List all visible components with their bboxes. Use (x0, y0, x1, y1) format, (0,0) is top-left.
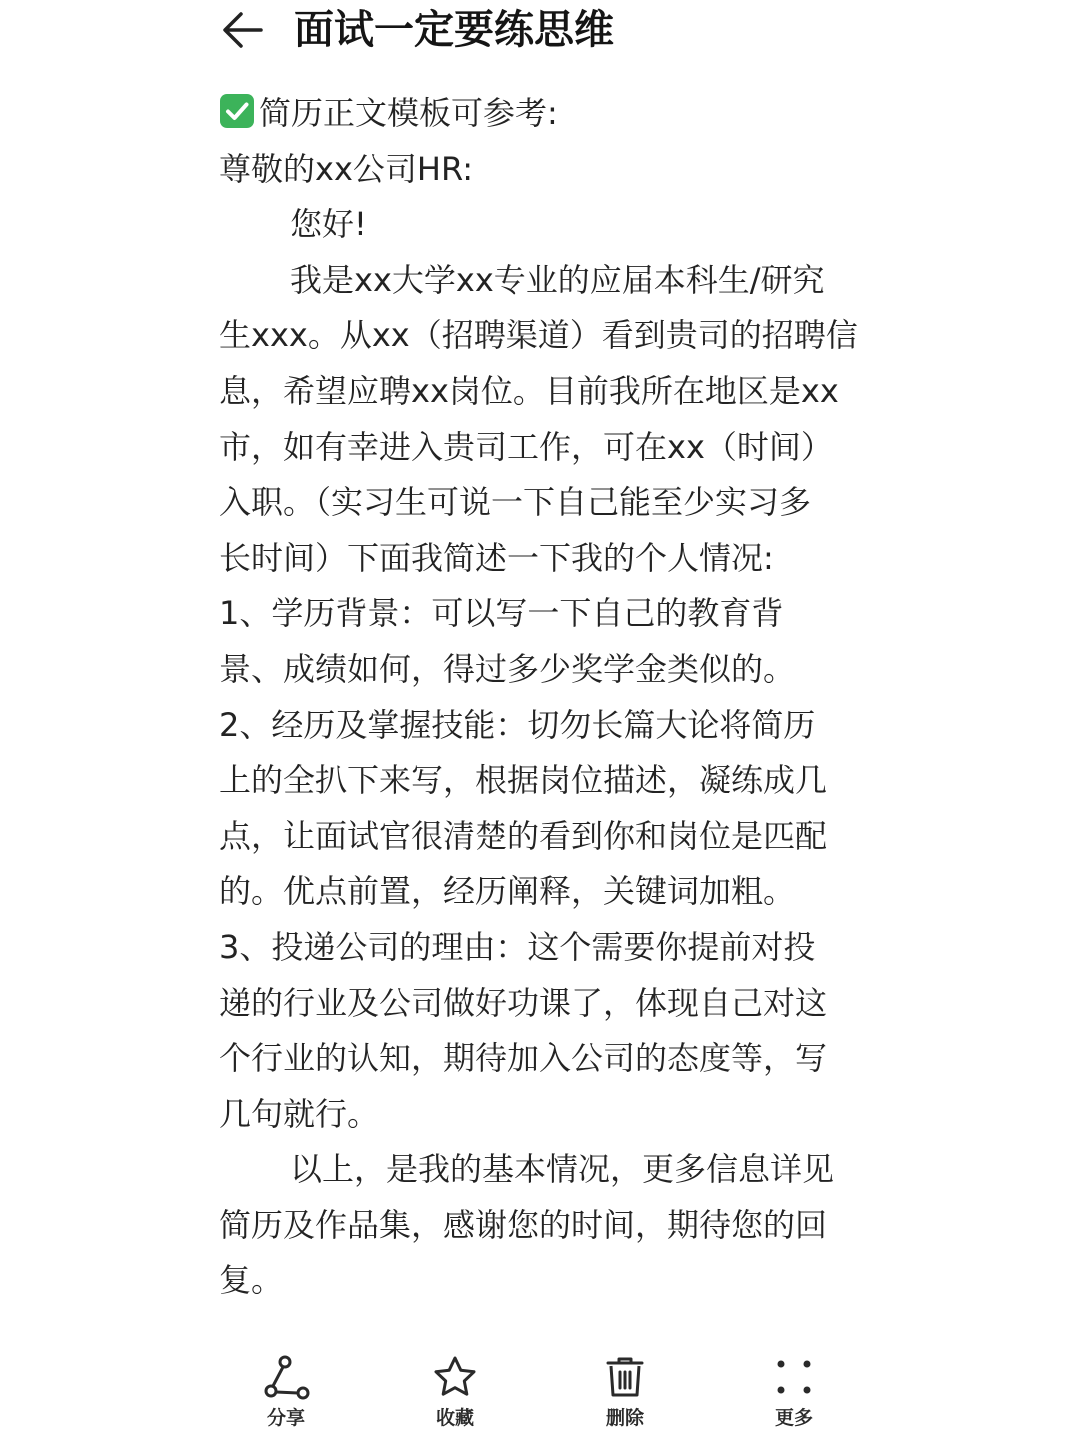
share-label: 分享 (266, 1407, 305, 1429)
note-content[interactable] (219, 86, 869, 1309)
star-icon (430, 1355, 480, 1401)
header (0, 0, 1080, 62)
page-title: 面试一定要练思维 (294, 7, 614, 53)
note-line: 1、学历背景：可以写一下自己的教育背 (219, 594, 784, 633)
trash-icon (600, 1355, 650, 1401)
note-line: 几句就行。 (219, 1094, 380, 1133)
note-line (219, 86, 869, 142)
note-line: 简历及作品集，感谢您的时间，期待您的回 (219, 1205, 828, 1244)
note-line: 3、投递公司的理由：这个需要你提前对投 (219, 927, 816, 966)
delete-button[interactable] (565, 1345, 685, 1440)
note-line: 我是xx大学xx专业的应届本科生/研究 (290, 260, 825, 299)
more-button[interactable] (734, 1345, 854, 1440)
more-label: 更多 (774, 1407, 813, 1429)
note-line: 市，如有幸进入贵司工作，可在xx（时间） (219, 427, 833, 466)
note-line: 的。优点前置，经历阐释，关键词加粗。 (219, 872, 796, 911)
delete-label: 删除 (605, 1407, 644, 1429)
share-icon (261, 1355, 311, 1401)
bottom-toolbar (0, 1345, 1080, 1440)
more-icon (769, 1355, 819, 1401)
note-line: 个行业的认知，期待加入公司的态度等，写 (219, 1039, 828, 1078)
note-line: 长时间）下面我简述一下我的个人情况: (219, 538, 774, 577)
favorite-button[interactable] (395, 1345, 515, 1440)
share-button[interactable] (226, 1345, 346, 1440)
note-line: 尊敬的xx公司HR: (219, 149, 473, 188)
note-line: 息，希望应聘xx岗位。目前我所在地区是xx (219, 371, 839, 410)
favorite-label: 收藏 (435, 1407, 474, 1429)
note-line: 2、经历及掌握技能：切勿长篇大论将简历 (219, 705, 816, 744)
note-line: 上的全扒下来写，根据岗位描述，凝练成几 (219, 761, 828, 800)
note-line: 以上，是我的基本情况，更多信息详见 (290, 1150, 835, 1189)
note-text: 简历正文模板可参考: (259, 94, 558, 132)
check-icon (219, 93, 255, 129)
note-line: 您好! (290, 205, 367, 244)
back-arrow-icon (214, 6, 270, 54)
note-line: 复。 (219, 1261, 284, 1300)
note-line: 入职。（实习生可说一下自己能至少实习多 (219, 483, 812, 522)
note-line: 递的行业及公司做好功课了，体现自己对这 (219, 983, 828, 1022)
note-line: 生xxx。从xx（招聘渠道）看到贵司的招聘信 (219, 316, 858, 355)
note-line: 点，让面试官很清楚的看到你和岗位是匹配 (219, 816, 828, 855)
back-button[interactable] (214, 6, 270, 54)
note-line: 景、成绩如何，得过多少奖学金类似的。 (219, 649, 796, 688)
